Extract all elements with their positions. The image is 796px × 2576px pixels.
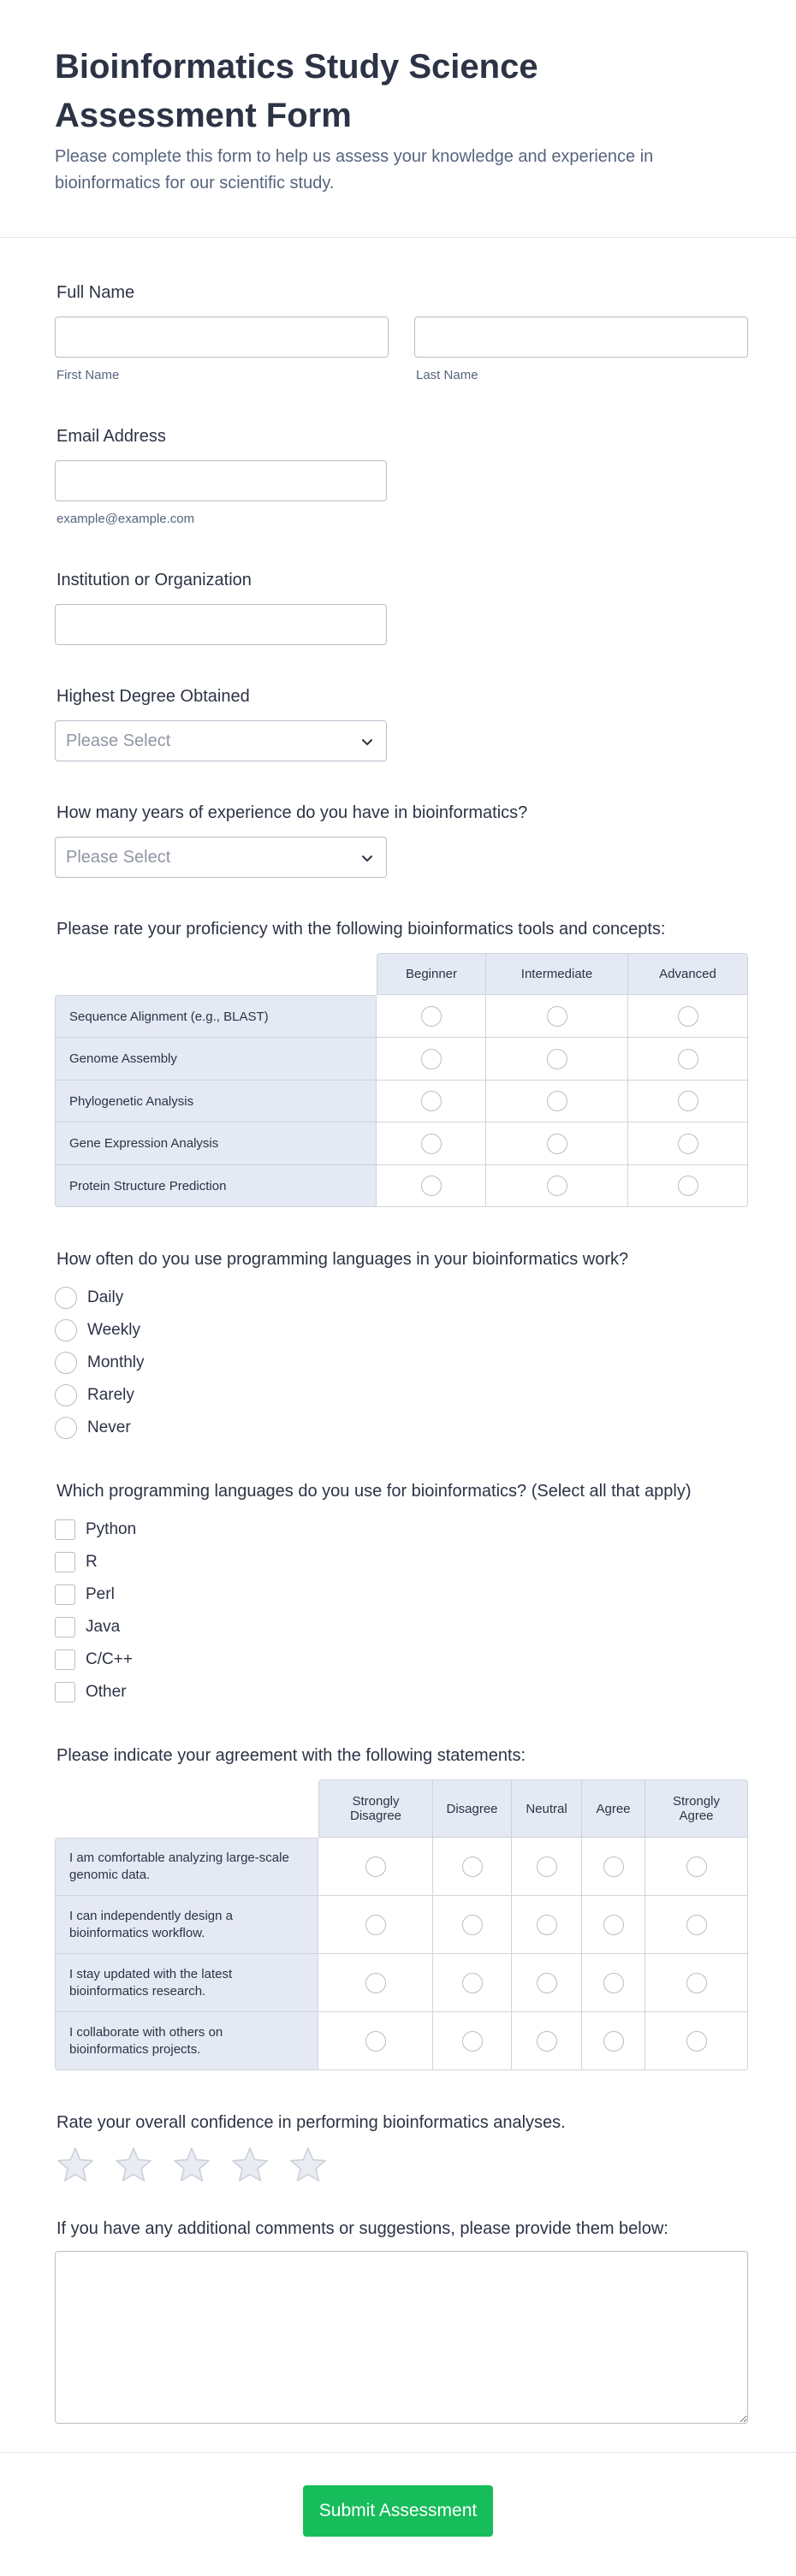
matrix-row (55, 995, 748, 1038)
matrix-row-label: Gene Expression Analysis (55, 1122, 377, 1165)
matrix-cell[interactable] (377, 1081, 486, 1122)
language-option[interactable] (55, 1578, 748, 1611)
matrix-cell[interactable] (582, 1838, 645, 1896)
checkbox[interactable] (55, 1584, 75, 1605)
matrix-column-header: Strongly Disagree (318, 1780, 433, 1838)
degree-select-placeholder: Please Select (66, 731, 171, 750)
radio-button[interactable] (678, 1175, 698, 1196)
first-name-sublabel: First Name (56, 368, 120, 382)
frequency-label: How often do you use programming languages in your bioinformatics work? (56, 1250, 629, 1269)
matrix-cell[interactable] (433, 2012, 512, 2070)
radio-button[interactable] (55, 1417, 77, 1439)
matrix-column-header: Strongly Agree (645, 1780, 748, 1838)
radio-button[interactable] (462, 1973, 483, 1993)
radio-button[interactable] (686, 2031, 707, 2052)
matrix-cell[interactable] (582, 2012, 645, 2070)
confidence-label: Rate your overall confidence in performing bioinformatics analyses. (56, 2113, 566, 2132)
radio-button[interactable] (678, 1049, 698, 1069)
language-option[interactable] (55, 1513, 748, 1546)
languages-question (55, 1481, 748, 1708)
experience-select-placeholder: Please Select (66, 847, 171, 867)
matrix-corner (55, 953, 377, 995)
matrix-cell[interactable] (433, 1838, 512, 1896)
checkbox[interactable] (55, 1519, 75, 1540)
matrix-row-label: Sequence Alignment (e.g., BLAST) (55, 995, 377, 1038)
language-option[interactable] (55, 1643, 748, 1676)
matrix-row-label: I collaborate with others on bioinformatics projects. (55, 2012, 318, 2070)
radio-button[interactable] (462, 1856, 483, 1877)
option-label: Weekly (87, 1321, 140, 1339)
matrix-cell[interactable] (318, 1838, 433, 1896)
full-name-label: Full Name (56, 283, 135, 302)
matrix-row (55, 1122, 748, 1165)
frequency-options (55, 1282, 748, 1444)
languages-label: Which programming languages do you use for bioinformatics? (Select all that apply) (56, 1482, 692, 1501)
experience-question (55, 802, 748, 878)
experience-select[interactable] (55, 837, 387, 878)
matrix-cell[interactable] (433, 1896, 512, 1954)
matrix-column-header: Beginner (377, 953, 486, 995)
matrix-cell[interactable] (512, 1896, 582, 1954)
option-label: Monthly (87, 1353, 145, 1371)
first-name-input[interactable] (55, 317, 389, 358)
language-option[interactable] (55, 1676, 748, 1708)
form-header (0, 0, 796, 238)
option-label: C/C++ (86, 1650, 133, 1668)
option-label: Never (87, 1418, 131, 1436)
degree-select[interactable] (55, 720, 387, 761)
language-option[interactable] (55, 1611, 748, 1643)
matrix-cell[interactable] (512, 2012, 582, 2070)
matrix-cell[interactable] (645, 2012, 748, 2070)
matrix-cell[interactable] (318, 1896, 433, 1954)
matrix-row (55, 1038, 748, 1081)
frequency-option[interactable] (55, 1347, 748, 1379)
matrix-cell[interactable] (628, 1038, 748, 1081)
matrix-cell[interactable] (628, 995, 748, 1038)
matrix-cell[interactable] (377, 995, 486, 1038)
checkbox[interactable] (55, 1552, 75, 1572)
institution-question (55, 570, 748, 645)
matrix-cell[interactable] (486, 1081, 628, 1122)
matrix-cell[interactable] (512, 1838, 582, 1896)
radio-button[interactable] (365, 1856, 386, 1877)
email-input[interactable] (55, 460, 387, 501)
email-question (55, 426, 748, 526)
star-icon[interactable] (171, 2145, 212, 2186)
form-title: Bioinformatics Study Science Assessment Form (55, 48, 538, 134)
matrix-cell[interactable] (628, 1081, 748, 1122)
last-name-input[interactable] (414, 317, 748, 358)
radio-button[interactable] (603, 1915, 624, 1935)
matrix-cell[interactable] (377, 1122, 486, 1165)
radio-button[interactable] (55, 1352, 77, 1374)
radio-button[interactable] (547, 1006, 567, 1027)
radio-button[interactable] (547, 1049, 567, 1069)
comments-label: If you have any additional comments or suggestions, please provide them below: (56, 2219, 668, 2238)
matrix-row-label: Genome Assembly (55, 1038, 377, 1081)
radio-button[interactable] (421, 1175, 442, 1196)
option-label: Perl (86, 1585, 115, 1603)
matrix-cell[interactable] (486, 1165, 628, 1207)
matrix-cell[interactable] (628, 1165, 748, 1207)
option-label: Other (86, 1683, 127, 1701)
matrix-column-header: Neutral (512, 1780, 582, 1838)
radio-button[interactable] (462, 2031, 483, 2052)
experience-label: How many years of experience do you have in bioinformatics? (56, 803, 528, 822)
agreement-question (55, 1745, 748, 2070)
matrix-cell[interactable] (486, 1122, 628, 1165)
radio-button[interactable] (678, 1006, 698, 1027)
radio-button[interactable] (421, 1091, 442, 1111)
agreement-matrix (55, 1780, 748, 2070)
matrix-row-label: Phylogenetic Analysis (55, 1081, 377, 1122)
matrix-row (55, 1838, 748, 1896)
option-label: Python (86, 1520, 137, 1538)
star-icon[interactable] (55, 2145, 96, 2186)
option-label: Daily (87, 1288, 124, 1306)
radio-button[interactable] (537, 1973, 557, 1993)
matrix-row (55, 1081, 748, 1122)
star-rating (55, 2145, 748, 2186)
radio-button[interactable] (365, 1915, 386, 1935)
proficiency-label: Please rate your proficiency with the following bioinformatics tools and concepts: (56, 920, 666, 939)
full-name-question (55, 282, 748, 382)
star-icon[interactable] (229, 2145, 270, 2186)
comments-question (55, 2218, 748, 2424)
star-icon[interactable] (113, 2145, 154, 2186)
radio-button[interactable] (547, 1175, 567, 1196)
matrix-cell[interactable] (377, 1165, 486, 1207)
matrix-cell[interactable] (645, 1954, 748, 2012)
matrix-cell[interactable] (645, 1896, 748, 1954)
radio-button[interactable] (678, 1091, 698, 1111)
frequency-option[interactable] (55, 1379, 748, 1412)
option-label: Rarely (87, 1386, 134, 1404)
radio-button[interactable] (537, 1856, 557, 1877)
matrix-column-header: Advanced (628, 953, 748, 995)
radio-button[interactable] (603, 1973, 624, 1993)
radio-button[interactable] (686, 1973, 707, 1993)
comments-textarea[interactable] (55, 2251, 748, 2424)
form-footer (0, 2452, 796, 2576)
matrix-cell[interactable] (582, 1896, 645, 1954)
matrix-row-label: I can independently design a bioinformatics workflow. (55, 1896, 318, 1954)
star-icon[interactable] (288, 2145, 329, 2186)
matrix-row-label: I am comfortable analyzing large-scale genomic data. (55, 1838, 318, 1896)
frequency-option[interactable] (55, 1412, 748, 1444)
radio-button[interactable] (462, 1915, 483, 1935)
radio-button[interactable] (365, 1973, 386, 1993)
matrix-column-header: Agree (582, 1780, 645, 1838)
radio-button[interactable] (603, 2031, 624, 2052)
matrix-row-label: Protein Structure Prediction (55, 1165, 377, 1207)
language-option[interactable] (55, 1546, 748, 1578)
radio-button[interactable] (678, 1134, 698, 1154)
checkbox[interactable] (55, 1682, 75, 1703)
radio-button[interactable] (421, 1049, 442, 1069)
matrix-cell[interactable] (582, 1954, 645, 2012)
email-label: Email Address (56, 427, 166, 446)
radio-button[interactable] (547, 1091, 567, 1111)
radio-button[interactable] (537, 1915, 557, 1935)
checkbox[interactable] (55, 1649, 75, 1670)
matrix-cell[interactable] (512, 1954, 582, 2012)
matrix-column-header: Disagree (433, 1780, 512, 1838)
chevron-down-icon (360, 851, 374, 865)
chevron-down-icon (360, 735, 374, 749)
matrix-cell[interactable] (377, 1038, 486, 1081)
frequency-option[interactable] (55, 1314, 748, 1347)
proficiency-question (55, 919, 748, 1207)
radio-button[interactable] (365, 2031, 386, 2052)
confidence-question (55, 2112, 748, 2186)
radio-button[interactable] (55, 1319, 77, 1341)
matrix-row-label: I stay updated with the latest bioinformatics research. (55, 1954, 318, 2012)
radio-button[interactable] (55, 1287, 77, 1309)
radio-button[interactable] (421, 1134, 442, 1154)
matrix-cell[interactable] (628, 1122, 748, 1165)
agreement-label: Please indicate your agreement with the following statements: (56, 1746, 526, 1765)
institution-label: Institution or Organization (56, 571, 252, 589)
frequency-question (55, 1249, 748, 1444)
email-sublabel: example@example.com (56, 512, 195, 526)
form-subtitle: Please complete this form to help us assess your knowledge and experience in bioinformatics for our scientific study. (55, 147, 654, 192)
matrix-cell[interactable] (486, 995, 628, 1038)
radio-button[interactable] (537, 2031, 557, 2052)
radio-button[interactable] (421, 1006, 442, 1027)
matrix-cell[interactable] (645, 1838, 748, 1896)
institution-input[interactable] (55, 604, 387, 645)
matrix-row (55, 1954, 748, 2012)
radio-button[interactable] (686, 1915, 707, 1935)
checkbox[interactable] (55, 1617, 75, 1637)
matrix-column-header: Intermediate (486, 953, 628, 995)
matrix-corner (55, 1780, 318, 1838)
last-name-sublabel: Last Name (416, 368, 478, 382)
languages-options (55, 1513, 748, 1708)
option-label: Java (86, 1618, 121, 1636)
degree-question (55, 686, 748, 761)
matrix-row (55, 1896, 748, 1954)
matrix-cell[interactable] (318, 1954, 433, 2012)
matrix-cell[interactable] (318, 2012, 433, 2070)
radio-button[interactable] (55, 1384, 77, 1406)
proficiency-matrix (55, 953, 748, 1207)
option-label: R (86, 1553, 98, 1571)
frequency-option[interactable] (55, 1282, 748, 1314)
submit-button[interactable]: Submit Assessment (303, 2485, 493, 2537)
radio-button[interactable] (686, 1856, 707, 1877)
matrix-row (55, 2012, 748, 2070)
matrix-cell[interactable] (486, 1038, 628, 1081)
radio-button[interactable] (547, 1134, 567, 1154)
matrix-row (55, 1165, 748, 1207)
matrix-cell[interactable] (433, 1954, 512, 2012)
radio-button[interactable] (603, 1856, 624, 1877)
degree-label: Highest Degree Obtained (56, 687, 250, 706)
